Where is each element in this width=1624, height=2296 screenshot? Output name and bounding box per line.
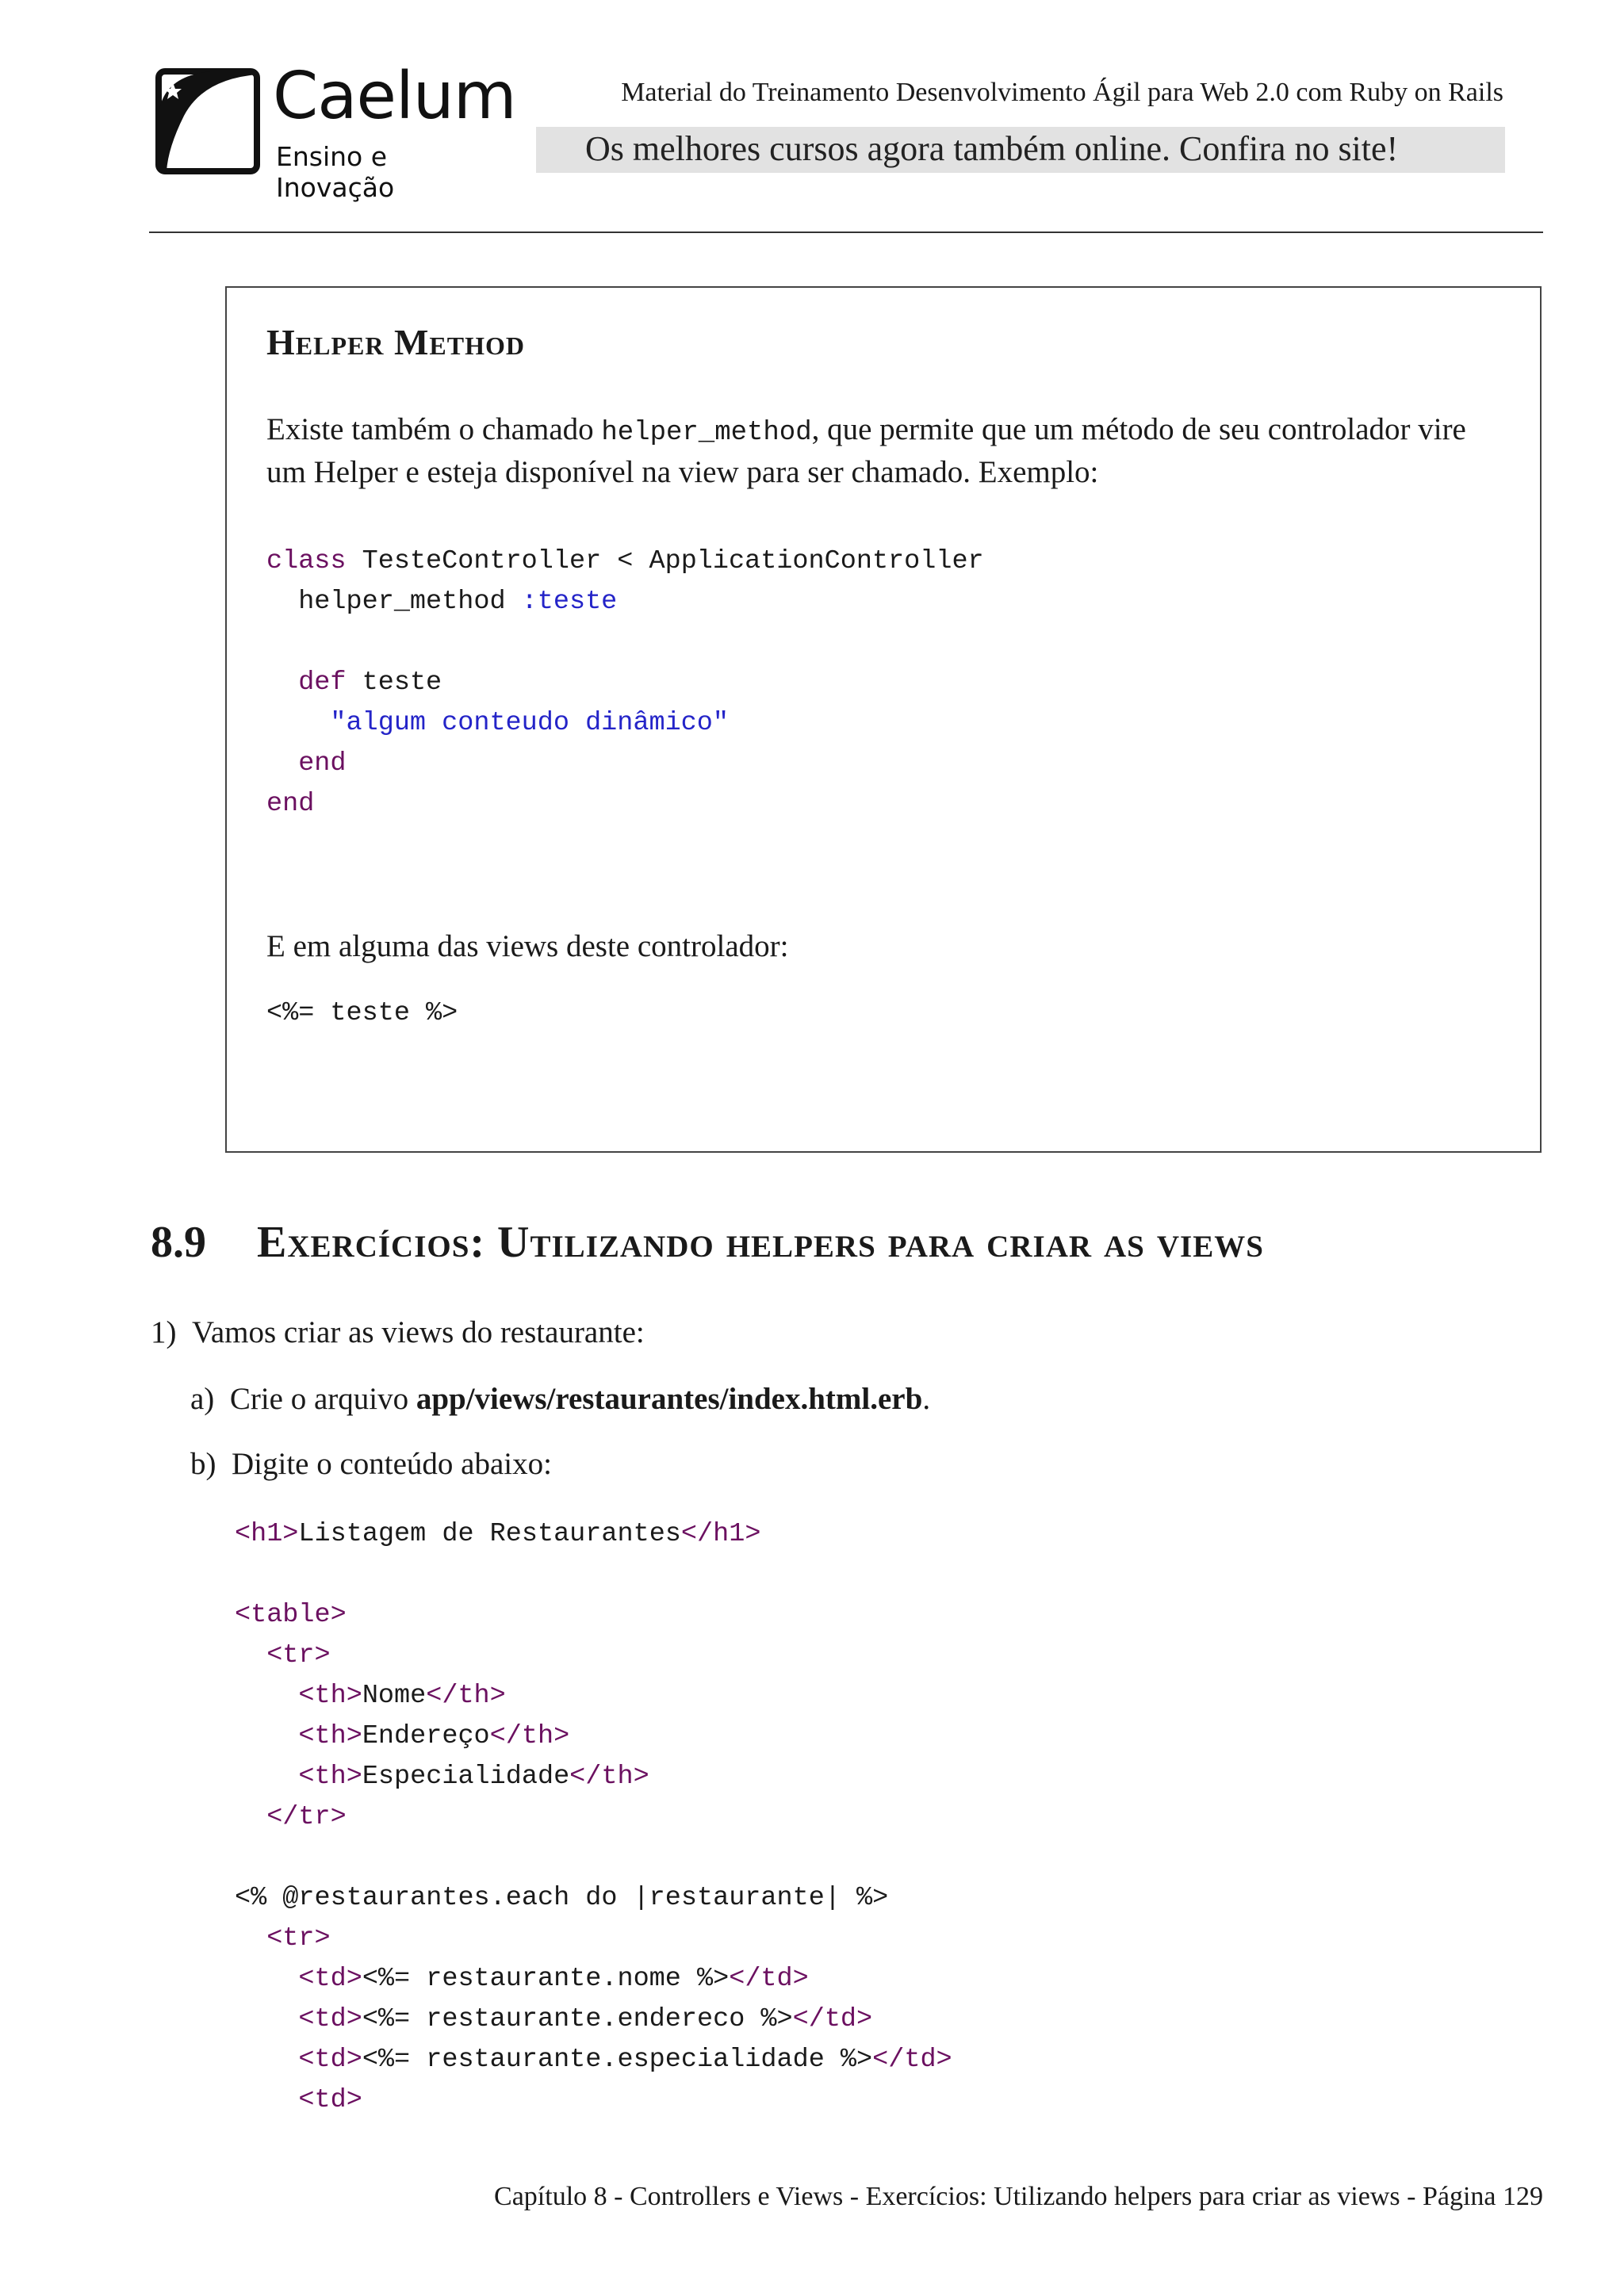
code-token: :teste (521, 587, 618, 617)
item-text-suffix: . (922, 1382, 931, 1416)
exercise-item-b (190, 1446, 552, 1482)
code-line (266, 784, 984, 825)
code-token: </th> (426, 1681, 506, 1711)
box-view-code: <%= teste %> (266, 998, 458, 1028)
code-token: <td> (235, 2004, 362, 2034)
code-token: <th> (235, 1721, 362, 1751)
code-token: <%= restaurante.especialidade %> (362, 2045, 873, 2075)
code-line (235, 1878, 952, 1919)
box-intro-text: Existe também o chamado (266, 412, 602, 446)
code-token: helper_method (266, 587, 522, 617)
code-token: <h1> (235, 1519, 299, 1549)
promo-banner-text: Os melhores cursos agora também online. Confira no site! (585, 129, 1399, 168)
code-token: <table> (235, 1600, 347, 1630)
code-token: <%= restaurante.nome %> (362, 1964, 730, 1994)
code-line (266, 744, 984, 784)
code-line (266, 541, 984, 582)
code-line (235, 2040, 952, 2080)
code-token: def (266, 668, 347, 698)
caelum-logo (155, 59, 516, 203)
code-line (235, 1757, 952, 1797)
box-intro-text-2: , que permite que um método de seu controlador vire (811, 412, 1466, 446)
item-marker: a) (190, 1382, 215, 1416)
item-text: Vamos criar as views do restaurante: (192, 1315, 645, 1349)
code-token: teste (346, 668, 442, 698)
code-token: <% @restaurantes.each do |restaurante| %> (235, 1883, 889, 1913)
code-token: <td> (235, 2085, 362, 2115)
code-token: end (266, 748, 347, 779)
code-line (235, 1514, 952, 1555)
box-intro-line-1 (266, 408, 1466, 454)
box-code-block (266, 541, 984, 825)
code-token: "algum conteudo dinâmico" (266, 708, 729, 738)
code-token: end (266, 789, 315, 819)
code-line (235, 1716, 952, 1757)
code-token: <%= restaurante.endereco %> (362, 2004, 793, 2034)
code-token: </td> (792, 2004, 873, 2034)
box-intro-code: helper_method (601, 418, 812, 448)
code-line (266, 703, 984, 744)
code-token: <td> (235, 2045, 362, 2075)
code-line (235, 1919, 952, 1959)
code-token: Nome (362, 1681, 427, 1711)
code-token: Listagem de Restaurantes (298, 1519, 681, 1549)
code-line (235, 2080, 952, 2121)
code-token: class (266, 546, 347, 576)
header-divider (149, 232, 1543, 233)
item-text: Digite o conteúdo abaixo: (232, 1447, 552, 1481)
item-marker: 1) (151, 1315, 177, 1349)
code-token: </td> (729, 1964, 809, 1994)
helper-method-box (225, 286, 1542, 1153)
code-line (266, 622, 984, 663)
section-number: 8.9 (151, 1218, 206, 1267)
logo-tagline: Ensino e Inovação (276, 141, 395, 203)
code-line (235, 1636, 952, 1676)
exercise-item-1 (151, 1314, 645, 1350)
section-title: Exercícios: Utilizando helpers para criar as views (257, 1218, 1264, 1267)
exercise-code-block (235, 1514, 952, 2121)
exercise-item-a (190, 1381, 930, 1417)
code-line (235, 1999, 952, 2040)
code-token: <th> (235, 1762, 362, 1792)
code-token: <th> (235, 1681, 362, 1711)
code-line (235, 1595, 952, 1636)
code-line (235, 1838, 952, 1878)
item-marker: b) (190, 1447, 216, 1481)
file-path: app/views/restaurantes/index.html.erb (416, 1382, 923, 1416)
caelum-logo-mark-icon (155, 68, 260, 174)
code-line (235, 1959, 952, 1999)
material-line: Material do Treinamento Desenvolvimento Ágil para Web 2.0 com Ruby on Rails (621, 78, 1503, 107)
promo-banner (536, 127, 1505, 173)
code-line (235, 1676, 952, 1716)
code-token: </tr> (235, 1802, 347, 1832)
code-token: <tr> (235, 1640, 331, 1670)
code-line (235, 1555, 952, 1595)
code-token: </th> (489, 1721, 570, 1751)
box-title: Helper Method (266, 322, 525, 362)
code-token: Especialidade (362, 1762, 570, 1792)
box-views-text: E em alguma das views deste controlador: (266, 929, 789, 963)
code-token: Endereço (362, 1721, 490, 1751)
page-footer: Capítulo 8 - Controllers e Views - Exercícios: Utilizando helpers para criar as views - Página 129 (494, 2182, 1543, 2211)
code-token: TesteController < ApplicationController (346, 546, 984, 576)
code-line (235, 1797, 952, 1838)
code-token: </td> (872, 2045, 952, 2075)
code-token: <td> (235, 1964, 362, 1994)
code-token: </th> (569, 1762, 649, 1792)
code-token: </h1> (680, 1519, 761, 1549)
logo-brand: Caelum (273, 59, 516, 134)
item-text: Crie o arquivo (229, 1382, 416, 1416)
code-line (266, 582, 984, 622)
code-token: <tr> (235, 1923, 331, 1954)
box-intro-line-2: um Helper e esteja disponível na view para ser chamado. Exemplo: (266, 455, 1099, 489)
code-line (266, 663, 984, 703)
